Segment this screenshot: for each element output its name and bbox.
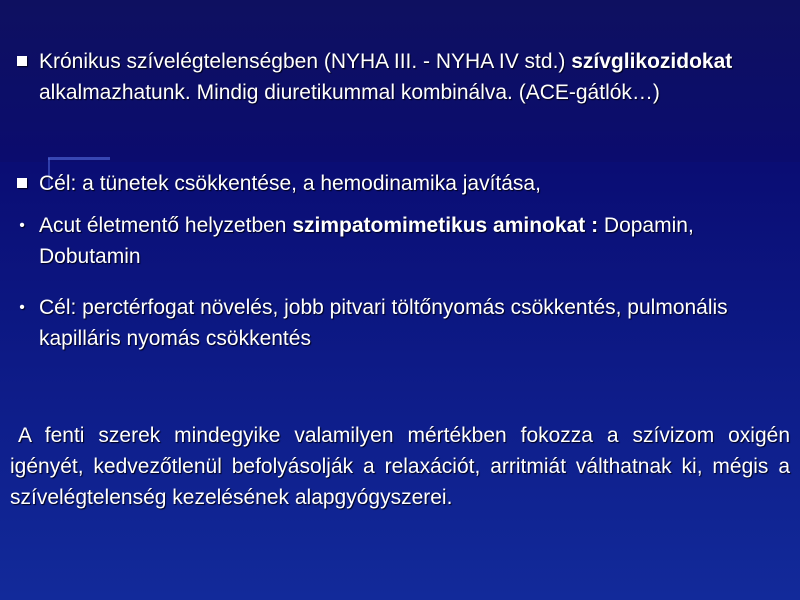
dot-bullet-icon: • xyxy=(19,299,25,316)
bullet-text: Cél: perctérfogat növelés, jobb pitvari töltőnyomás csökkentés, pulmonális kapilláris nyomás csökkentés xyxy=(39,296,728,350)
square-bullet-icon xyxy=(10,168,34,188)
summary-paragraph: A fenti szerek mindegyike valamilyen mértékben fokozza a szívizom oxigén igényét, kedvezőtlenül befolyásolják a relaxációt, arritmiát válthatnak ki, mégis a szívelégtelenség kezelésének alapgyógyszerei. xyxy=(10,424,790,509)
dot-bullet-icon: • xyxy=(19,217,25,234)
bullet-text: Krónikus szívelégtelenségben (NYHA III. - NYHA IV std.) szívglikozidokat alkalmazhatunk. Mindig diuretikummal kombinálva. (ACE-gátlók…) xyxy=(39,50,733,104)
bold-term: szimpatomimetikus aminokat : xyxy=(292,214,599,237)
bullet-text: Acut életmentő helyzetben szimpatomimetikus aminokat : Dopamin, Dobutamin xyxy=(39,214,694,268)
bullet-item xyxy=(10,292,780,354)
bullet-text: Cél: a tünetek csökkentése, a hemodinamika javítása, xyxy=(39,172,541,195)
square-bullet-icon xyxy=(10,46,34,66)
bullet-item xyxy=(10,210,780,272)
bold-term: szívglikozidokat xyxy=(571,50,733,73)
bullet-item xyxy=(10,46,780,108)
bullet-item xyxy=(10,168,780,199)
